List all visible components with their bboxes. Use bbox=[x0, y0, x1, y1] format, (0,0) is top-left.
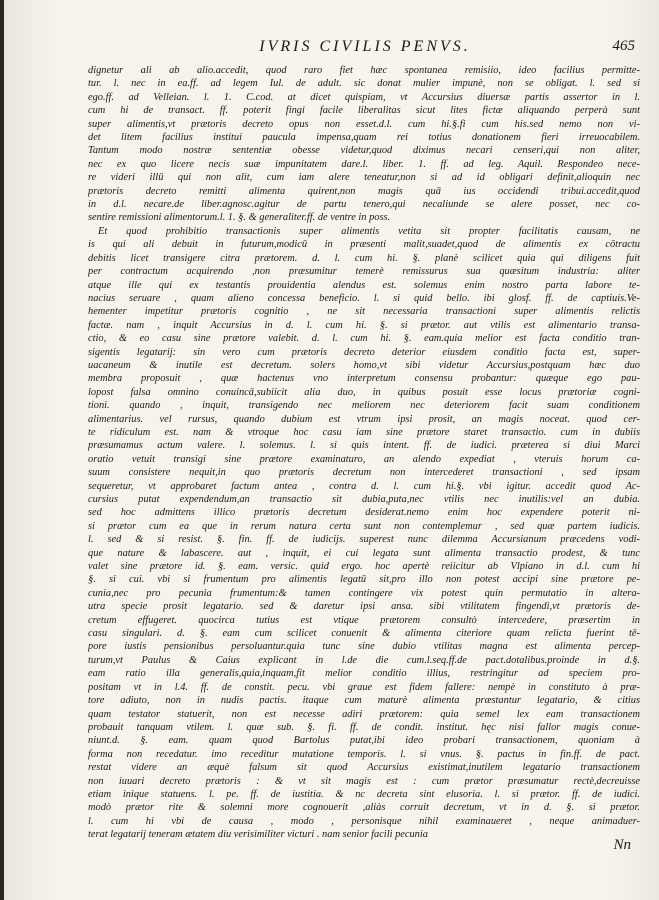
text-line: ctio, & eo casu sine prætore valebit. d. l. cum hi. §. eam.quia melior est facta conditio tran- bbox=[88, 333, 640, 345]
text-line: atque ille qui ex testantis prouidentia alendus est. solemus enim nostro parta labore te- bbox=[88, 279, 640, 291]
text-line: nacius seruare , quam alieno concessa beneficio. l. si quid bello. ibi glosf. ff. de captiuis.Ve- bbox=[88, 292, 640, 304]
text-line: membra proposuit , quæ hactenus vno interpretum consensu probantur: quæque ego pau- bbox=[88, 373, 640, 385]
text-line: niunt.d. §. eam. quam quod Bartolus putat,ibi ideo probari transactionem, quoniam à bbox=[88, 735, 640, 747]
text-line: in d.l. necare.de liber.agnosc.agitur de partu tenero,qui necaliunde se alere posset, nec co- bbox=[88, 199, 640, 211]
text-line: debitis licet transigere citra prætorem. d. l. cum hi. §. planè scilicet quia qui diligens fuit bbox=[88, 252, 640, 264]
text-line: tur. l. nec in ea.ff. ad legem Iul. de adult. sic donat mulier impunè, non se obligat. l. sed si bbox=[88, 78, 640, 90]
text-line: te ridiculum est. nam & vtroque hoc casu iam sine prætore staret transactio. cum in dubiis bbox=[88, 426, 640, 438]
text-line: si prætor cum ea que in rerum natura certa sunt non contemplemur , sed quæ partem iudicis. bbox=[88, 520, 640, 532]
body-text bbox=[88, 64, 640, 842]
text-line: sed hoc admittens illico prætoris decretum desiderat.nemo enim hoc expendere poterit ni- bbox=[88, 507, 640, 519]
text-line: cunia,nec pro pecunia frumentum:& tamen contingere vix potest quin permutatio in altera- bbox=[88, 587, 640, 599]
text-line: per contractum acquirendo ,non præsumitur temerè remissurus sua quæsitum industria: aliter bbox=[88, 266, 640, 278]
text-line: prætoris decreto remitti alimenta quirent,non magis quā ius occidendi tribui.accedit,quod bbox=[88, 185, 640, 197]
text-line: Et quod prohibitio transactionis super alimentis vetita sit propter facilitatis causam, ne bbox=[98, 225, 640, 237]
text-line: super alimentis,vt prætoris decreto opus non esset.d.l. cum hi.§.fi cum his.sed nemo non vi- bbox=[88, 118, 640, 130]
text-line: que nature & labascere. aut , inquit, ei cui legata sunt alimenta transactio prodest, & tunc bbox=[88, 547, 640, 559]
text-line: suum consistere nequit,in quo prætoris decretum non intercederet transactioni , sed ipsam bbox=[88, 467, 640, 479]
text-line: forma non recedatur. imo receditur mutatione temporis. l. si vnus. §. pactus in fin.ff. de pact. bbox=[88, 748, 640, 760]
text-line: valet sine prætore id. §. eam. versic. quid ergo. hoc apertè reiicitur ab Vlpiano in d.l. cum hi bbox=[88, 561, 640, 573]
text-line: etiam inique statuens. l. pe. ff. de iustitia. & nc decreta sint elusoria. l. si prætor. ff. de iudici. bbox=[88, 788, 640, 800]
text-line: casu singulari. d. §. eam cum scilicet conuenit & alimenta citeriore quam relicta fuerint tē- bbox=[88, 628, 640, 640]
text-line: factæ. nam , inquit Accursius in d. l. cum hi. §. si prætor. aut vtilis est alimentario transa- bbox=[88, 319, 640, 331]
text-line: l. sed & si resist. §. fin. ff. de iudicijs. superest nunc dilemma Accursianum præcedens vodi- bbox=[88, 534, 640, 546]
text-line: quam testator statuerit, non est necesse adiri prætorem: quia semel lex eam transactionem bbox=[88, 708, 640, 720]
text-line: oratio vetuit transigi sine prætore examinaturo, an alendo expediat , vteruis horum ca- bbox=[88, 453, 640, 465]
text-line: pore iustis pensionibus persoluantur.quia tunc sine dubio vtilitas magna est alimenta percep- bbox=[88, 641, 640, 653]
text-line: cretum effugeret. quocirca tutius est vtique prætorem consultò intercedere, præsertim in bbox=[88, 614, 640, 626]
text-line: positam vt in l.4. ff. de constit. pecu. vbi graue est fidem fallere: nempè in constituto à præ- bbox=[88, 681, 640, 693]
text-line: re videri illū qui non alit, cum iam alere teneatur,non si ad id obligari definit,alioquin nec bbox=[88, 172, 640, 184]
text-line: præsumamus actum valere. l. solemus. l. si quis intent. ff. de iudici. præterea si diui Marci bbox=[88, 440, 640, 452]
text-line: hementer impetitur prætoris cognitio , ne sit necessaria transactioni super alimentis relictis bbox=[88, 306, 640, 318]
page-header bbox=[95, 38, 635, 62]
text-line: modò prætor rite & solemni more cognouerit ,aliàs corruit decretum, vt in d. §. si prætor. bbox=[88, 802, 640, 814]
text-line: is qui ali debuit in futurum,modicū in præsenti malit,suadet,quod de alimentis ex cōtractu bbox=[88, 239, 640, 251]
text-line: utra specie prosit legatario. sed & daretur ipsi ansa. sibi vtilitatem fingendi,vt prætoris de- bbox=[88, 601, 640, 613]
page-edge bbox=[0, 0, 4, 900]
text-line: alimentarius. vel rursus, quando dubium est vtrum ipsi prosit, an magis noceat. quod cer- bbox=[88, 413, 640, 425]
text-line: sentire remissioni alimentorum.l. 1. §. & generaliter.ff. de ventre in poss. bbox=[88, 212, 391, 224]
text-line: nec ex quo licere necis suæ impunitatem dare.l. liber. 1. ff. ad leg. Aquil. Respondeo nece- bbox=[88, 158, 640, 170]
text-line: ego.ff. ad Velleian. l. 1. C.cod. at dicet quispiam, vt Accursius diuersæ partis assertor in l. bbox=[88, 91, 640, 103]
text-line: l. cum hi vbi de causa , modo , personisque nihil examinaueret , neque animaduer- bbox=[88, 815, 640, 827]
text-line: det litem facilius institui paucula impensa,quam rei totius donationem fieri irreuocabilem. bbox=[88, 132, 640, 144]
text-line: cursius putat expendendum,an transactio sit dubia,puta,nec vtilis nec inutilis:vel an dubia. bbox=[88, 494, 640, 505]
text-line: turum,vt Paulus & Caius explicant in l.de die cum.l.seq.ff.de pact.dotalibus.proinde in d.§. bbox=[88, 654, 640, 666]
text-line: §. si cui. vbi si frumentum pro alimentis legatū sit,pro illo non potest accipi sine prætore pe- bbox=[88, 574, 640, 586]
running-title: IVRIS CIVILIS PENVS. bbox=[259, 38, 471, 55]
text-line: tioni. quando , inquit, transigendo nec meliorem nec deteriorem facit suam conditionem bbox=[88, 400, 640, 412]
text-line: terat legatarij teneram ætatem diu verisimiliter victuri . nam senior facili pecunia bbox=[88, 829, 428, 841]
text-line: sigentis legatarij: sin vero cum prætoris decreto deterior eiusdem conditio facta est, super- bbox=[88, 346, 640, 358]
text-line: non iuuari decreto prætoris : & vt sit magis est : cum prætor præsumatur rectè,decreuisse bbox=[88, 775, 640, 787]
page-number: 465 bbox=[612, 38, 635, 54]
text-line: tore adiuto, non in nudis pactis. itaque cum maturè alimenta præstantur legatario, & citius bbox=[88, 695, 640, 707]
text-line: sequeretur, vt approbaret factum antea , contra d. l. cum hi.§. vbi igitur. accedit quod Ac- bbox=[88, 480, 640, 492]
signature-mark: Nn bbox=[613, 837, 631, 853]
text-line: eam ratio illa generalis,quia,inquam,fit melior conditio illius, restringitur ad speciem pro- bbox=[88, 668, 640, 680]
text-line: cum hi de transact. ff. poterit fingi facile liberalitas sicut lites fictæ aliquando perperà sunt bbox=[88, 105, 640, 117]
text-line: uacaneum & inutile est decretum. solers homo,vt sibi videtur Accursius,postquam hæc duo bbox=[88, 359, 640, 371]
text-line: restat videre an æquè falsum sit quod Accursius existimat,inutilem legatario transactionem bbox=[88, 762, 640, 774]
text-line: probauit tanquam vtilem. l. quæ sub. §. fi. ff. de condit. institut. hęc nisi fallor magis conue- bbox=[88, 721, 640, 733]
text-line: dignetur ali ab alio.accedit, quod raro fiet hæc spontanea remisiio, ideo facilius permitte- bbox=[88, 65, 640, 76]
text-line: Tantum modo nostræ sententiæ obesse videtur,quod diximus necari censeri,qui non aliter, bbox=[88, 145, 640, 157]
text-line: lopost falsa omnino conuincā,subiicit alia duo, in quibus posuit esse locus prætoriæ cogni- bbox=[88, 386, 640, 398]
